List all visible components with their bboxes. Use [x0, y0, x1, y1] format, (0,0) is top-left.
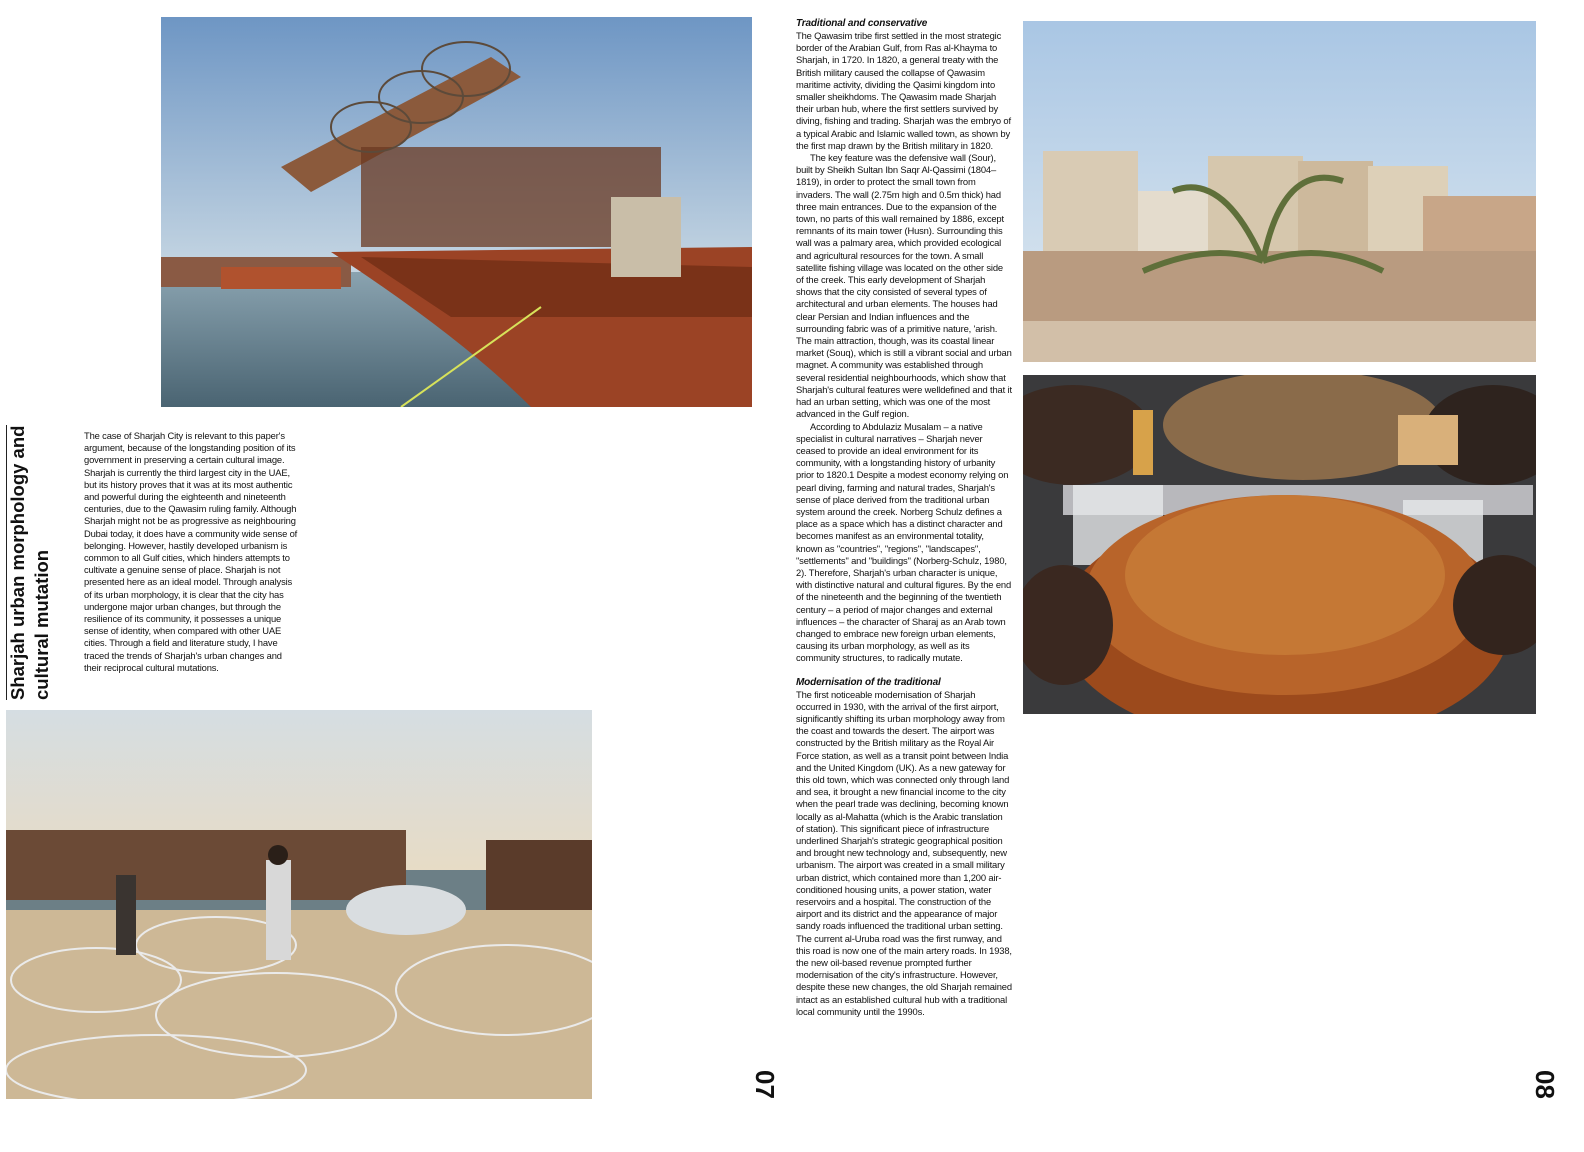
- text-column: [796, 18, 1012, 1018]
- page-number-right: [1530, 1070, 1560, 1110]
- intro-paragraph: The case of Sharjah City is relevant to this paper's argument, because of the longstanding position of its government in preserving a certain cultural image. Sharjah is currently the third largest city in the UAE, but its history proves that it was at its most authentic and powerful during the eighteenth and nineteenth centuries, due to the Qawasim ruling family. Although Sharjah might not be as progressive as neighbouring Dubai today, it does have a community wide sense of belonging. However, hastily developed urbanism is common to all Gulf cities, which hinders attempts to cultivate a genuine sense of place. Sharjah is not presented here as an ideal model. Through analysis of its urban morphology, it is clear that the city has undergone major urban changes, but through the resilience of its community, it possesses a unique sense of identity, when compared with other UAE cities. Through a field and literature study, I have traced the trends of Sharjah's urban changes and their reciprocal cultural mutations.: [84, 430, 298, 673]
- section2-paragraph-1: The first noticeable modernisation of Sharjah occurred in 1930, with the arrival of the first airport, significantly shifting its urban morphology away from the coast and towards the desert. The airport was constructed by the British military as the Royal Air Force station, as well as a transit point between India and the United Kingdom (UK). As a new gateway for this old town, which was connected only through land and sea, it brought a new financial income to the city when the pearl trade was declining, becoming known locally as al-Mahatta (which is the Arabic translation of station). This significant piece of infrastructure underlined Sharjah's strategic geographical position and brought new technology and, subsequently, new urbanism. The airport was created in a small military urban district, which contained more than 1,200 air-conditioned housing units, a power station, water reservoirs and a hospital. The construction of the airport and its district and the appearance of major sandy roads influenced the traditional urban setting. The current al-Uruba road was the first runway, and this road is now one of the main artery roads. In 1938, the new oil-based revenue prompted further modernisation of the city's infrastructure. However, despite these new changes, the old Sharjah remained intact as an established cultural hub with a traditional local community until the 1990s.: [796, 688, 1012, 1017]
- section-heading-modernisation: Modernisation of the traditional: [796, 676, 941, 688]
- photo-dhow-boat: [161, 17, 752, 407]
- section1-paragraph-3: According to Abdulaziz Musalam – a native specialist in cultural narratives – Sharjah never ceased to provide an ideal environment for its community, with a longstanding history of urbanity prior to 1820.1 Despite a modest economy relying on pearl diving, farming and natural trades, Sharjah's sense of place derived from the traditional urban system around the creek. Norberg Schulz defines a place as a space which has a distinct character and becomes manifest as an environmental totality, known as "countries", "regions", "landscapes", "settlements" and "buildings" (Norberg-Schulz, 1980, 2). Therefore, Sharjah's urban character is unique, with distinctive natural and cultural figures. By the end of the nineteenth and the beginning of the twentieth century – a period of major changes and external influences – the character of Sharaj as an Arab town changed to embrace new foreign urban elements, causing its urban morphology, as well as its community structures, to radically mutate.: [796, 420, 1012, 664]
- section1-paragraph-2: The key feature was the defensive wall (Sour), built by Sheikh Sultan Ibn Saqr Al-Qassimi (1804–1819), in order to protect the small town from invaders. The wall (2.75m high and 0.5m thick) had three main entrances. Due to the expansion of the town, no parts of this wall remained by 1886, except remnants of its main tower (Husn). Surrounding this wall was a palmary area, which provided ecological and agricultural resources for the town. A small satellite fishing village was located on the other side of the creek. This early development of Sharjah shows that the city consisted of several types of architectural and urban elements. The houses had clear Persian and Indian influences and the surrounding fabric was of a primitive nature, 'arish. The main attraction, though, was its coastal linear market (Souq), which is still a vibrant social and urban magnet. A community was established through several residential neighbourhoods, which show that Sharjah's cultural features were welldefined and that it had an urban setting, which was one of the most advanced in the Gulf region.: [796, 152, 1012, 420]
- page-number-left: [750, 1070, 780, 1110]
- page-number-left-text: 07: [750, 1070, 780, 1099]
- photo-sharjah-buildings: [1023, 21, 1536, 362]
- article-title: [6, 425, 58, 700]
- photo-dates-market: [1023, 375, 1536, 714]
- section-heading-traditional: Traditional and conservative: [796, 18, 928, 29]
- page-number-right-text: 08: [1530, 1070, 1560, 1099]
- article-title-text: Sharjah urban morphology and cultural mutation: [7, 425, 52, 700]
- section1-paragraph-1: The Qawasim tribe first settled in the most strategic border of the Arabian Gulf, from Ras al-Khayma to Sharjah, in 1720. In 1820, a general treaty with the British military caused the collapse of Qawasim maritime activity, dividing the Qasimi kingdom into smaller sheikhdoms. The Qawasim made Sharjah their urban hub, where the first settlers survived by diving, fishing and trading. Sharjah was the embryo of a typical Arabic and Islamic walled town, as shown by the first map drawn by the British military in 1820.: [796, 30, 1011, 151]
- photo-fishermen-nets: [6, 710, 592, 1099]
